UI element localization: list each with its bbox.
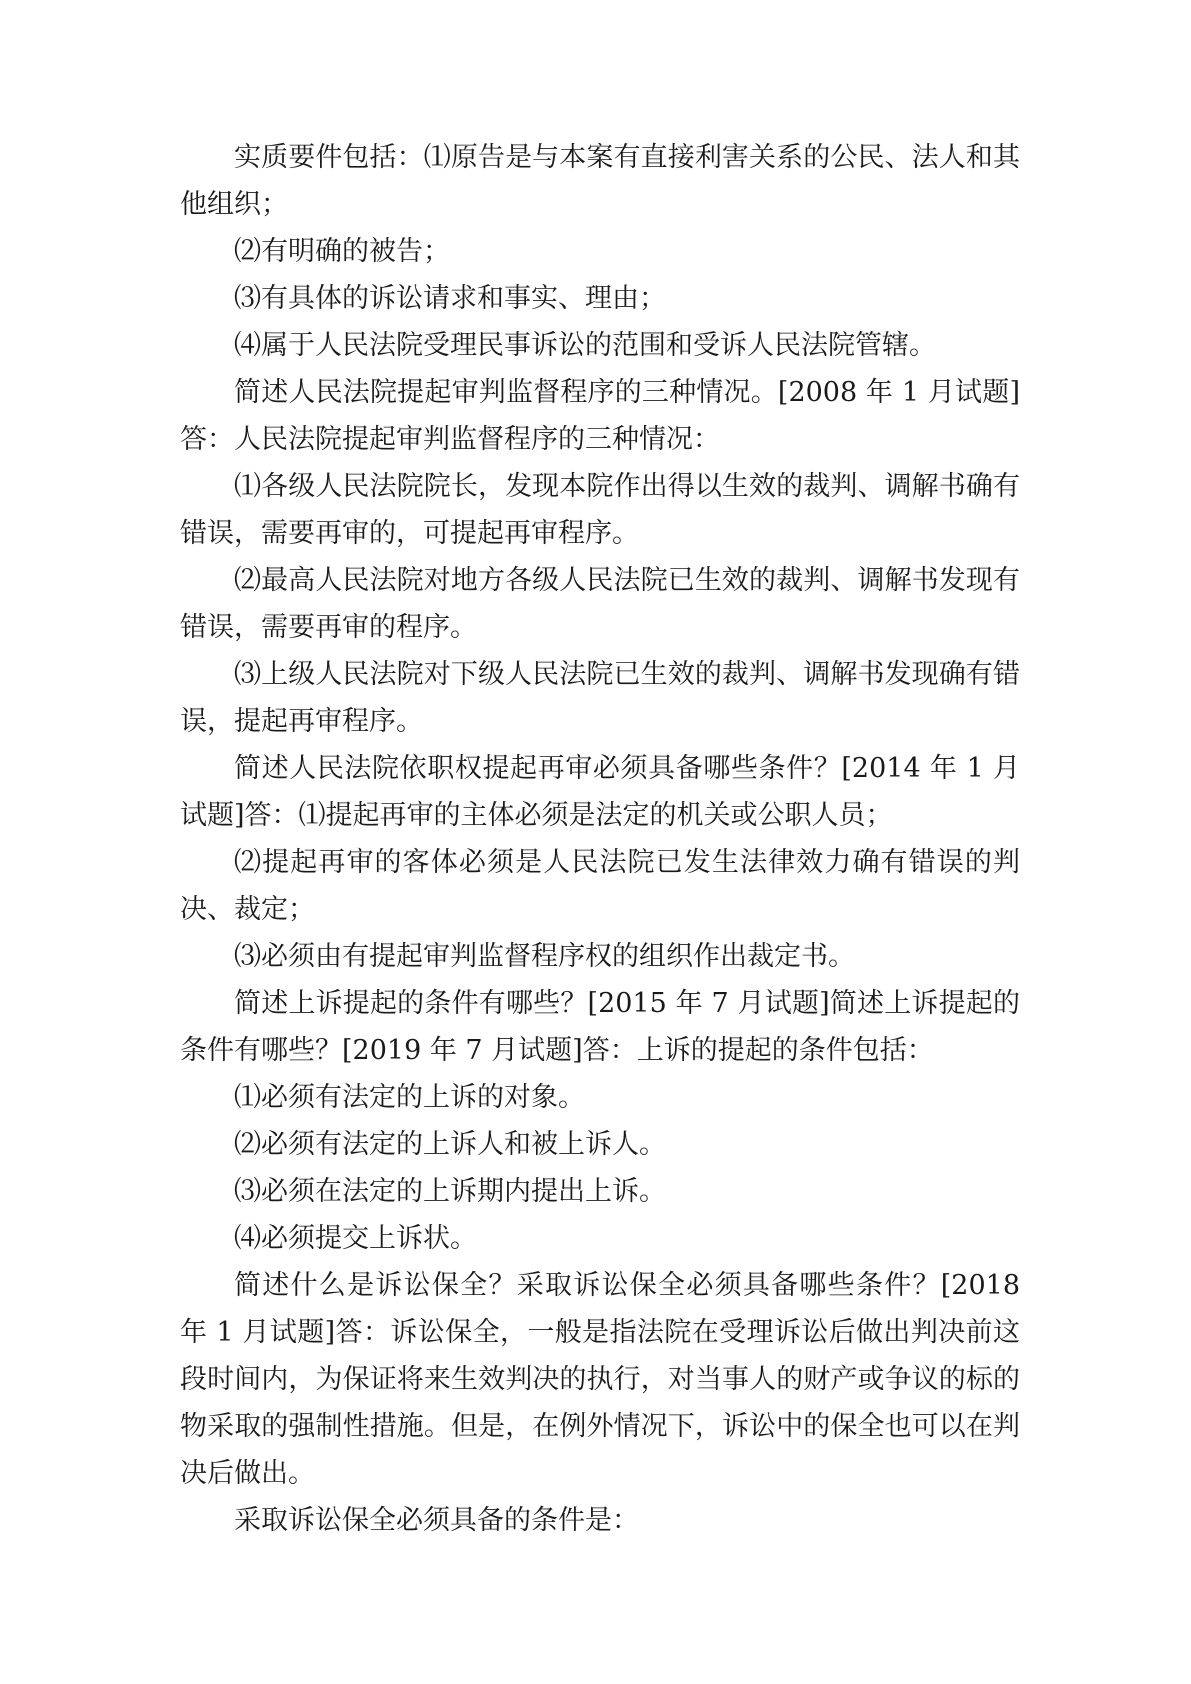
- paragraph-retrial-object: ⑵提起再审的客体必须是人民法院已发生法律效力确有错误的判决、裁定；: [180, 847, 1020, 925]
- paragraph-jurisdiction: ⑷属于人民法院受理民事诉讼的范围和受诉人民法院管辖。: [234, 330, 936, 361]
- paragraph-substantive-requirements: 实质要件包括：⑴原告是与本案有直接利害关系的公民、法人和其他组织；: [180, 142, 1020, 220]
- paragraph-appellant: ⑵必须有法定的上诉人和被上诉人。: [234, 1129, 666, 1160]
- document-page: [180, 134, 1020, 1544]
- paragraph-retrial-question-2014: 简述人民法院依职权提起再审必须具备哪些条件？[2014 年 1 月试题]答：⑴提起再审的主体必须是法定的机关或公职人员；: [180, 753, 1020, 831]
- paragraph-preservation-question: 简述什么是诉讼保全？采取诉讼保全必须具备哪些条件？[2018 年 1 月试题]答：诉讼保全，一般是指法院在受理诉讼后做出判决前这段时间内，为保证将来生效判决的执行，对当事人的财产或争议的标的物采取的强制性措施。但是，在例外情况下，诉讼中的保全也可以在判决后做出。: [180, 1270, 1020, 1489]
- paragraph-retrial-question-2008: 简述人民法院提起审判监督程序的三种情况。[2008 年 1 月试题]答：人民法院提起审判监督程序的三种情况：: [180, 377, 1020, 455]
- paragraph-supreme-court: ⑵最高人民法院对地方各级人民法院已生效的裁判、调解书发现有错误，需要再审的程序。: [180, 565, 1020, 643]
- paragraph-retrial-ruling: ⑶必须由有提起审判监督程序权的组织作出裁定书。: [234, 941, 855, 972]
- paragraph-appeal-petition: ⑷必须提交上诉状。: [234, 1223, 477, 1254]
- paragraph-claims-facts: ⑶有具体的诉讼请求和事实、理由；: [234, 283, 666, 314]
- paragraph-appeal-object: ⑴必须有法定的上诉的对象。: [234, 1082, 585, 1113]
- paragraph-appeal-period: ⑶必须在法定的上诉期内提出上诉。: [234, 1176, 666, 1207]
- paragraph-clear-defendant: ⑵有明确的被告；: [234, 236, 450, 267]
- paragraph-superior-court: ⑶上级人民法院对下级人民法院已生效的裁判、调解书发现确有错误，提起再审程序。: [180, 659, 1020, 737]
- paragraph-court-president: ⑴各级人民法院院长，发现本院作出得以生效的裁判、调解书确有错误，需要再审的，可提起再审程序。: [180, 471, 1020, 549]
- paragraph-appeal-question: 简述上诉提起的条件有哪些？[2015 年 7 月试题]简述上诉提起的条件有哪些？[2019 年 7 月试题]答：上诉的提起的条件包括：: [180, 988, 1020, 1066]
- paragraph-preservation-conditions: 采取诉讼保全必须具备的条件是：: [234, 1505, 639, 1536]
